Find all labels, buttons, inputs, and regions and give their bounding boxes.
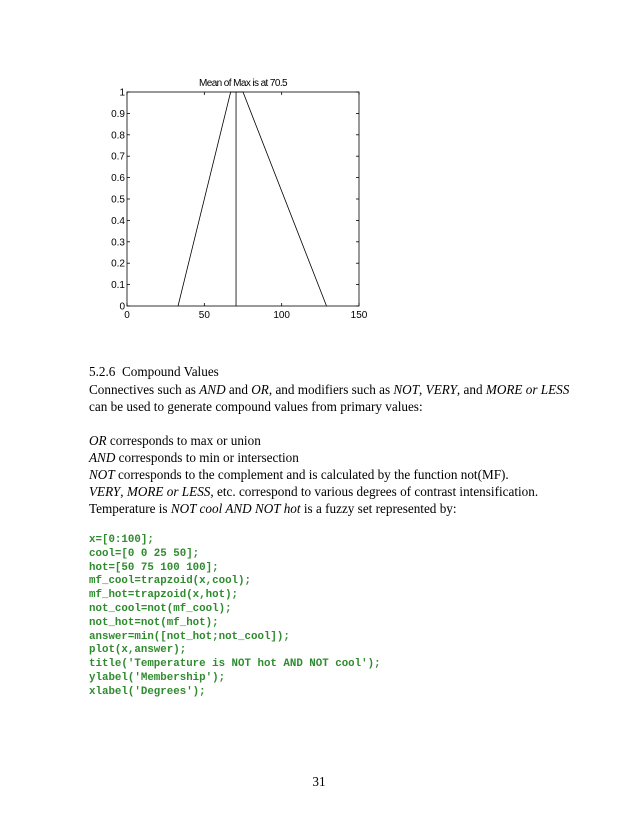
text-run: NOT: [393, 382, 420, 397]
code-line: title('Temperature is NOT hot AND NOT cool');: [89, 658, 381, 671]
text-run: NOT cool AND NOT hot: [170, 501, 301, 516]
text-run: can be used to generate compound values from primary values:: [89, 399, 423, 414]
y-tick-label: 0.6: [111, 173, 125, 185]
code-line: mf_cool=trapzoid(x,cool);: [89, 575, 251, 588]
y-tick-label: 1: [119, 87, 125, 99]
text-run: MORE or LESS: [126, 484, 211, 499]
intro-line-1: [89, 381, 569, 398]
text-run: NOT: [89, 467, 115, 482]
text-run: Temperature is: [89, 501, 171, 516]
text-run: OR: [251, 382, 269, 397]
page-number: 31: [312, 774, 326, 789]
text-run: corresponds to the complement and is calculated by the function not(MF).: [114, 467, 509, 482]
membership-line: [178, 92, 326, 306]
y-tick-label: 0: [119, 301, 125, 313]
statement: [89, 500, 457, 517]
text-run: corresponds to min or intersection: [115, 450, 299, 465]
definition-not: [89, 466, 509, 483]
code-line: mf_hot=trapzoid(x,hot);: [89, 589, 239, 602]
chart-title: Mean of Max is at 70.5: [199, 78, 287, 89]
text-run: Connectives such as: [89, 382, 200, 397]
text-run: and: [225, 382, 252, 397]
text-run: OR: [89, 433, 107, 448]
text-run: ,: [419, 382, 426, 397]
definition-very: [89, 483, 538, 500]
definition-or: [89, 432, 261, 449]
y-tick-label: 0.8: [111, 130, 125, 142]
code-line: ylabel('Membership');: [89, 671, 226, 684]
section-heading: [89, 364, 219, 380]
y-tick-label: 0.4: [111, 215, 125, 227]
x-axis-ticks: [124, 92, 368, 321]
code-line: not_hot=not(mf_hot);: [89, 616, 219, 629]
code-line: plot(x,answer);: [89, 644, 187, 657]
y-tick-label: 0.3: [111, 237, 125, 249]
membership-chart: [0, 0, 638, 340]
y-tick-label: 0.5: [111, 194, 125, 206]
x-tick-label: 150: [350, 310, 368, 321]
text-run: ,: [120, 484, 127, 499]
code-line: xlabel('Degrees');: [89, 685, 206, 698]
text-run: AND: [199, 382, 226, 397]
chart-series: [178, 92, 326, 306]
code-line: x=[0:100];: [89, 534, 154, 546]
code-line: hot=[50 75 100 100];: [89, 561, 219, 574]
y-axis-ticks: [111, 88, 359, 313]
code-line: not_cool=not(mf_cool);: [89, 602, 232, 615]
plot-frame: [127, 92, 359, 306]
code-line: answer=min([not_hot;not_cool]);: [89, 630, 290, 643]
text-run: corresponds to max or union: [106, 433, 261, 448]
text-run: AND: [89, 450, 116, 465]
y-tick-label: 0.2: [111, 258, 125, 270]
definition-and: [89, 449, 299, 466]
text-run: VERY: [89, 484, 121, 499]
text-run: MORE or LESS: [485, 382, 570, 397]
code-line: cool=[0 0 25 50];: [89, 547, 200, 560]
text-run: is a fuzzy set represented by:: [300, 501, 457, 516]
intro-line-2: [89, 398, 423, 415]
x-tick-label: 0: [124, 310, 130, 321]
section-title: Compound Values: [121, 364, 219, 379]
section-number: 5.2.6: [89, 364, 116, 379]
text-run: VERY: [425, 382, 457, 397]
y-tick-label: 0.9: [111, 108, 125, 120]
x-tick-label: 50: [198, 310, 210, 321]
x-tick-label: 100: [273, 310, 291, 321]
text-run: , etc. correspond to various degrees of contrast intensification.: [210, 484, 539, 499]
text-run: , and modifiers such as: [268, 382, 394, 397]
y-tick-label: 0.1: [111, 280, 125, 292]
text-run: , and: [456, 382, 486, 397]
y-tick-label: 0.7: [111, 151, 125, 163]
code-listing: [89, 534, 381, 700]
